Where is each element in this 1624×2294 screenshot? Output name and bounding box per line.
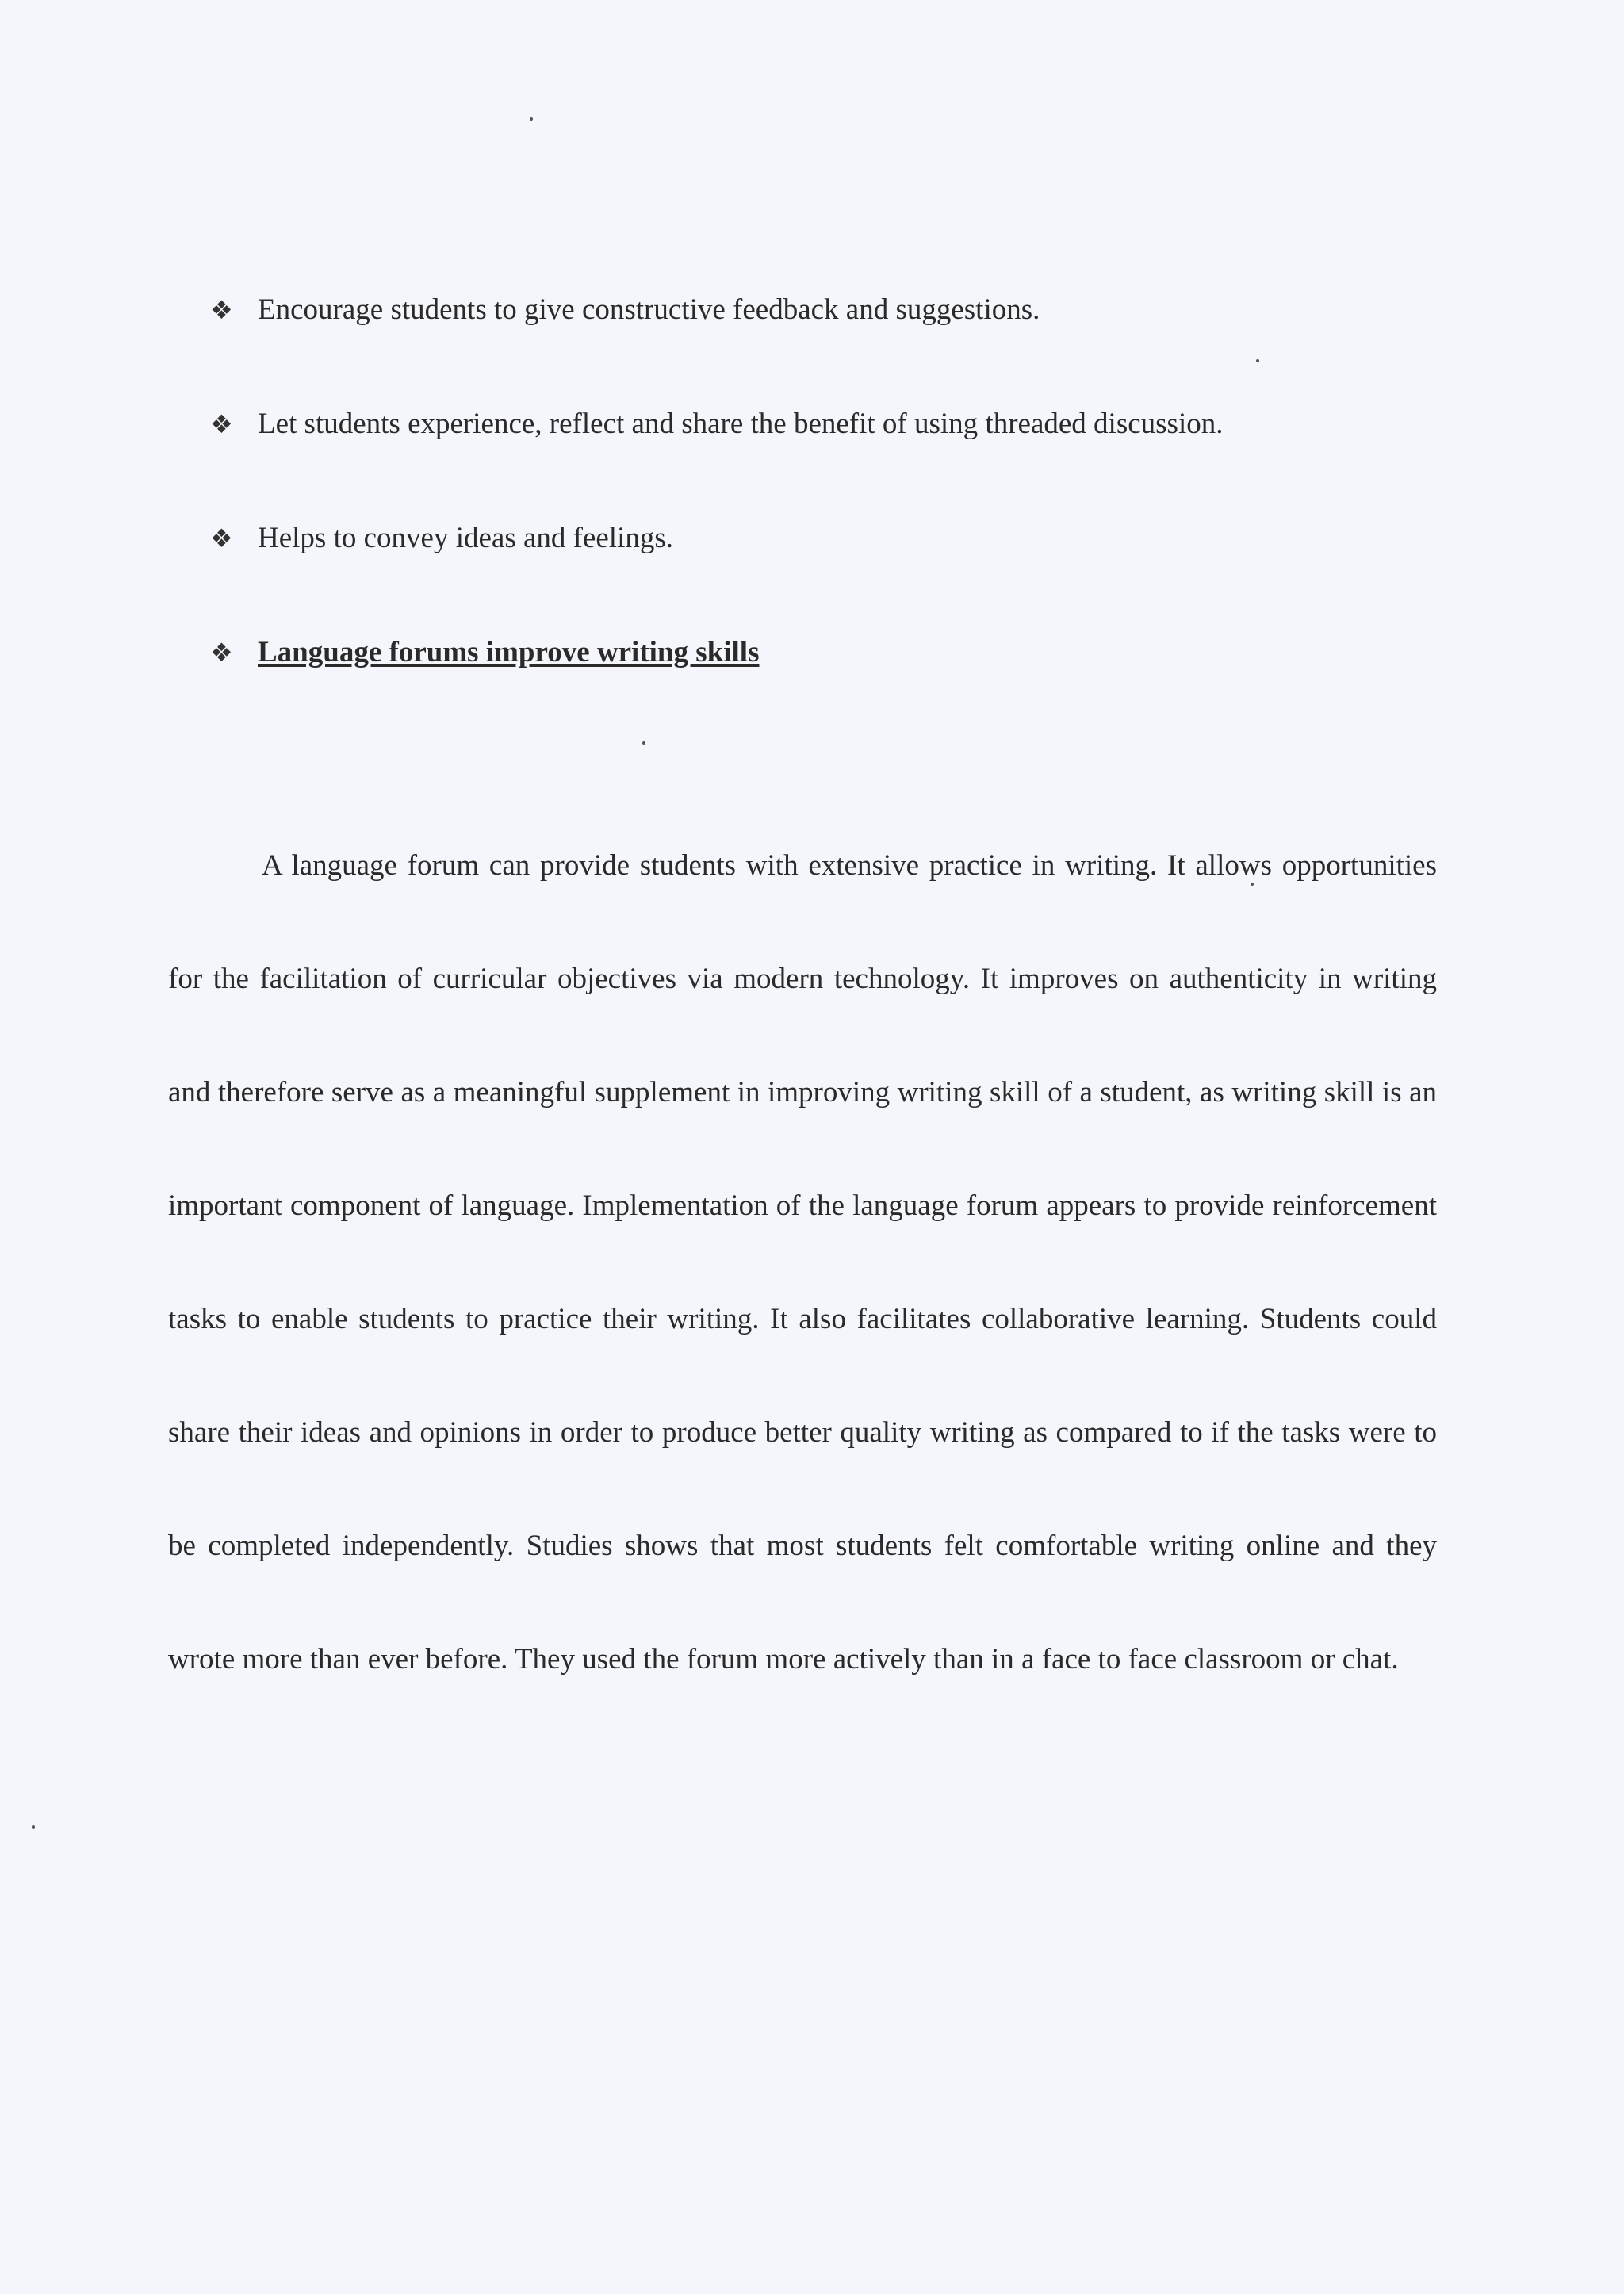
bullet-text: Encourage students to give constructive feedback and suggestions. (258, 293, 1040, 326)
scan-speck (32, 1825, 35, 1829)
bullet-text: Let students experience, reflect and share the benefit of using threaded discussion. (258, 408, 1224, 440)
diamond-bullet-icon: ❖ (210, 524, 233, 553)
diamond-bullet-icon: ❖ (210, 296, 233, 324)
scan-speck (642, 741, 645, 745)
section-heading: Language forums improve writing skills (258, 636, 760, 668)
diamond-bullet-icon: ❖ (210, 638, 233, 667)
bullet-item (210, 289, 1558, 404)
bullet-item (210, 518, 1558, 632)
scan-speck (530, 117, 533, 121)
scan-speck (1256, 359, 1259, 362)
bullet-text: Helps to convey ideas and feelings. (258, 522, 674, 554)
scan-speck (1251, 883, 1254, 886)
bullet-item (210, 404, 1558, 518)
body-paragraph: A language forum can provide students with extensive practice in writing. It allows opportunities for the facilitation of curricular objectives via modern technology. It improves on authenticity in writing and therefore serve as a meaningful supplement in improving writing skill of a student, as writing skill is an important component of language. Implementation of the language forum appears to provide reinforcement tasks to enable students to practice their writing. It also facilitates collaborative learning. Students could share their ideas and opinions in order to produce better quality writing as compared to if the tasks were to be completed independently. Studies shows that most students felt comfortable writing online and they wrote more than ever before. They used the forum more actively than in a face to face classroom or chat. (168, 849, 1437, 1676)
diamond-bullet-icon: ❖ (210, 410, 233, 439)
bullet-list (210, 289, 1558, 746)
bullet-item (210, 632, 1558, 746)
